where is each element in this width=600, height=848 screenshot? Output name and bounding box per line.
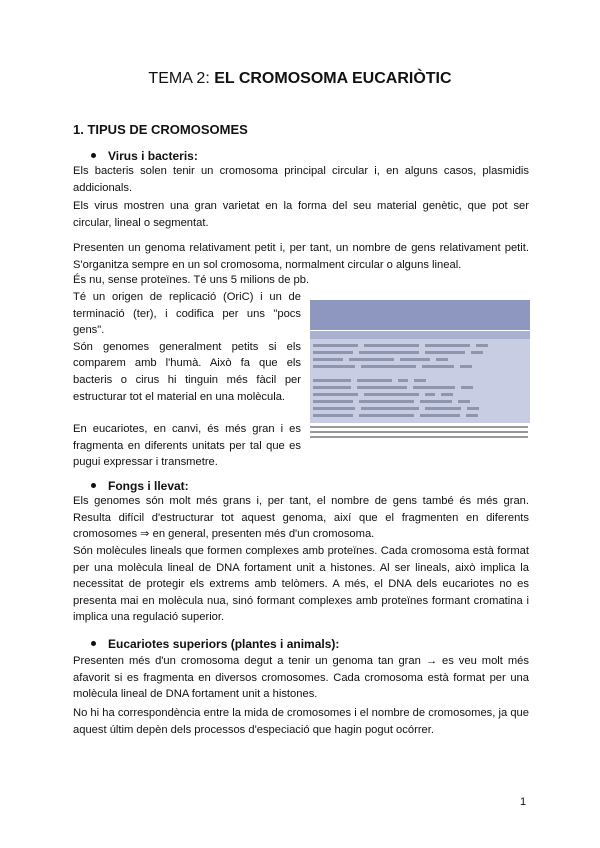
bullet-eucariotes <box>91 637 339 651</box>
page-number: 1 <box>520 796 527 808</box>
bullet-dot-icon <box>91 483 96 488</box>
paragraph: Presenten un genoma relativament petit i, per tant, un nombre de gens relativament petit. S'organitza sempre en un sol cromosoma, normalment circular o alguns lineal. <box>73 242 529 271</box>
bullet-virus <box>91 149 198 163</box>
left-column <box>73 289 301 471</box>
paragraph: Els virus mostren una gran varietat en la forma del seu material genètic, que pot ser circular, lineal o segmentat. <box>73 200 529 229</box>
paragraph: Els bacteris solen tenir un cromosoma principal circular i, en alguns casos, plasmidis addicionals. <box>73 165 529 194</box>
paragraph: Els genomes són molt més grans i, per tant, el nombre de gens també és més gran. Resulta difícil d'estructurar tot aquest genoma, així que el fragmenten en diferents cromosomes ⇒ en general, presenten més d'un cromosoma. <box>73 495 529 541</box>
section-heading: 1. TIPUS DE CROMOSOMES <box>73 122 248 137</box>
bullet-dot-icon <box>91 153 96 158</box>
bullet-label: Fongs i llevat: <box>108 479 189 493</box>
paragraph: Presenten més d'un cromosoma degut a tenir un genoma tan gran → es veu molt més afavorit si es fragmenta en diversos cromosomes. Cada cromosoma està format per una molècula lineal de DNA fortament unit a histones. <box>73 655 529 701</box>
paragraph: Té un origen de replicació (OriC) i un de terminació (ter), i codifica per uns "pocs gens". <box>73 291 301 337</box>
bullet-fongs <box>91 479 189 493</box>
bullet-label: Eucariotes superiors (plantes i animals): <box>108 637 340 651</box>
title-main: EL CROMOSOMA EUCARIÒTIC <box>214 70 452 87</box>
bullet-label: Virus i bacteris: <box>108 149 198 163</box>
title-prefix: TEMA 2: <box>148 70 215 87</box>
paragraph: És nu, sense proteïnes. Té uns 5 milions de pb. <box>73 274 310 286</box>
paragraph: En eucariotes, en canvi, és més gran i es fragmenta en diferents unitats per tal que es pugui expressar i transmetre. <box>73 423 301 469</box>
genome-table-image <box>310 300 530 448</box>
page-title <box>0 70 600 88</box>
bullet-dot-icon <box>91 641 96 646</box>
paragraph: No hi ha correspondència entre la mida de cromosomes i el nombre de cromosomes, ja que aquest últim depèn dels processos d'especiació que hagin pogut ocórrer. <box>73 707 529 736</box>
paragraph: Són molècules lineals que formen complexes amb proteïnes. Cada cromosoma està format per una molècula lineal de DNA fortament unit a histones. Al ser lineals, això implica la necessitat de protegir els extrems amb telòmers. A més, el DNA dels eucariotes no es presenta mai en molècula nua, sinó formant complexes amb proteïnes formant cromatina i implica una regulació superior. <box>73 545 529 624</box>
paragraph: Són genomes generalment petits si els comparem amb l'humà. Això fa que els bacteris o cirus hi tinguin més fàcil per estructurar tot el material en una molècula. <box>73 340 301 403</box>
